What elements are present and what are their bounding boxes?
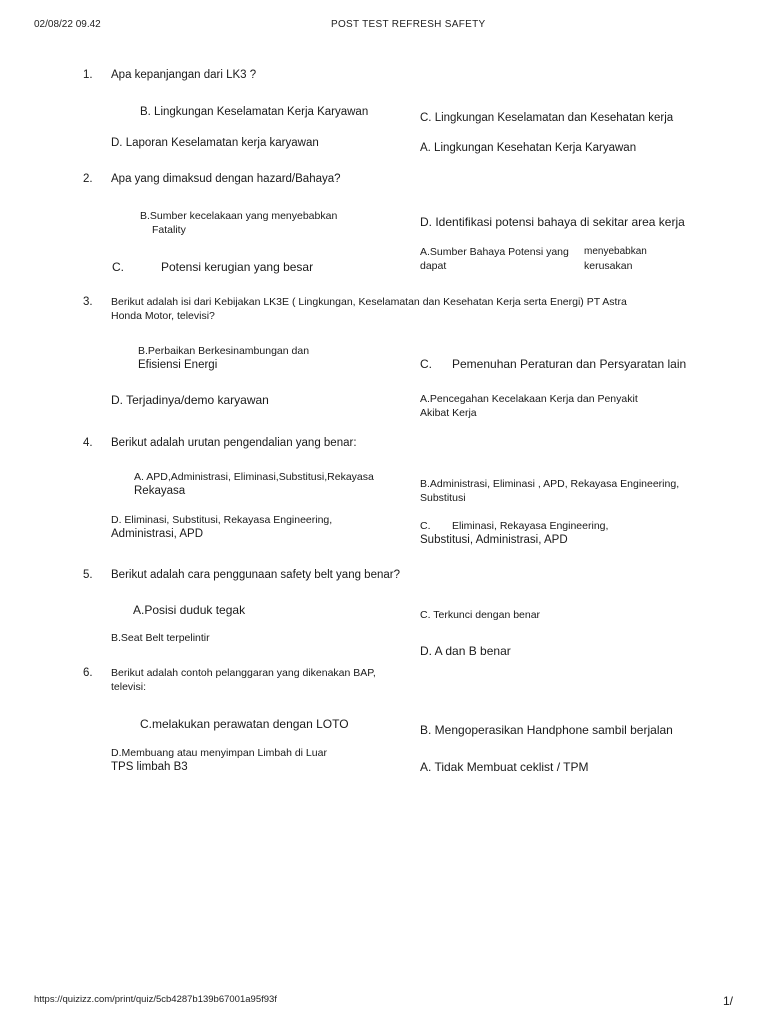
option-a[interactable]	[134, 470, 374, 498]
option-d[interactable]	[111, 746, 327, 774]
option-a-line-4: kerusakan	[584, 260, 633, 272]
option-b-line-1: B.Sumber kecelakaan yang menyebabkan	[140, 210, 338, 222]
option-a[interactable]: A. Lingkungan Kesehatan Kerja Karyawan	[420, 142, 637, 154]
option-d-line-2: Administrasi, APD	[111, 528, 204, 540]
option-d[interactable]	[111, 513, 332, 541]
option-d-line-2: TPS limbah B3	[111, 761, 188, 773]
option-a-line-2: Rekayasa	[134, 485, 186, 497]
question-text: Berikut adalah urutan pengendalian yang benar:	[111, 437, 357, 449]
page-url[interactable]: https://quizizz.com/print/quiz/5cb4287b139b67001a95f93f	[34, 994, 277, 1005]
option-b[interactable]	[138, 344, 309, 372]
option-b[interactable]: B. Mengoperasikan Handphone sambil berjalan	[420, 723, 673, 737]
option-a-line-1: A. APD,Administrasi, Eliminasi,Substitusi,Rekayasa	[134, 471, 374, 483]
question-text	[111, 666, 376, 694]
option-d[interactable]: D. Identifikasi potensi bahaya di sekitar area kerja	[420, 215, 685, 229]
question-text-line-2: Honda Motor, televisi?	[111, 310, 215, 322]
option-a[interactable]: A. Tidak Membuat ceklist / TPM	[420, 760, 589, 774]
option-d-line-1: D. Eliminasi, Substitusi, Rekayasa Engineering,	[111, 514, 333, 526]
option-c-line-2: Substitusi, Administrasi, APD	[420, 534, 568, 546]
option-c-letter[interactable]: C.	[420, 357, 432, 371]
option-a-line-3: menyebabkan	[584, 246, 647, 257]
question-number: 4.	[83, 437, 93, 449]
question-text	[111, 295, 627, 323]
option-c[interactable]: Pemenuhan Peraturan dan Persyaratan lain	[452, 357, 687, 371]
option-c-letter[interactable]: C.	[112, 260, 124, 274]
option-b-line-2: Fatality	[152, 224, 186, 236]
print-datetime: 02/08/22 09.42	[34, 19, 101, 30]
option-b[interactable]: B. Lingkungan Keselamatan Kerja Karyawan	[140, 106, 369, 118]
question-number: 6.	[83, 667, 93, 679]
option-a-line-2: dapat	[420, 260, 447, 272]
option-d[interactable]: D. Terjadinya/demo karyawan	[111, 393, 269, 407]
question-text: Berikut adalah cara penggunaan safety belt yang benar?	[111, 569, 400, 581]
option-d-line-1: D.Membuang atau menyimpan Limbah di Luar	[111, 747, 327, 759]
question-text: Apa yang dimaksud dengan hazard/Bahaya?	[111, 173, 341, 185]
question-number: 1.	[83, 69, 93, 81]
question-text-line-2: televisi:	[111, 681, 147, 693]
option-a-line-1: A.Sumber Bahaya Potensi yang	[420, 246, 569, 258]
option-b-line-2: Efisiensi Energi	[138, 359, 218, 371]
option-a-line-2: Akibat Kerja	[420, 407, 477, 419]
option-b-line-1: B.Perbaikan Berkesinambungan dan	[138, 345, 310, 357]
option-c[interactable]: C.melakukan perawatan dengan LOTO	[140, 717, 349, 731]
option-c[interactable]: C. Terkunci dengan benar	[420, 609, 541, 621]
option-a[interactable]	[420, 392, 638, 420]
option-a[interactable]: A.Posisi duduk tegak	[133, 603, 246, 617]
option-b[interactable]: B.Seat Belt terpelintir	[111, 632, 210, 644]
option-d[interactable]: D. Laporan Keselamatan kerja karyawan	[111, 137, 319, 149]
question-number: 3.	[83, 296, 93, 308]
option-b-line-2: Substitusi	[420, 492, 466, 504]
option-d[interactable]: D. A dan B benar	[420, 644, 511, 658]
option-a-continued	[584, 245, 647, 273]
option-a-line-1: A.Pencegahan Kecelakaan Kerja dan Penyakit	[420, 393, 638, 405]
option-c[interactable]: Potensi kerugian yang besar	[161, 260, 314, 274]
question-number: 5.	[83, 569, 93, 581]
option-c-letter[interactable]: C.	[420, 520, 431, 532]
option-b[interactable]	[420, 477, 679, 505]
option-c[interactable]: C. Lingkungan Keselamatan dan Kesehatan kerja	[420, 112, 674, 124]
option-b[interactable]	[140, 209, 337, 237]
option-b-line-1: B.Administrasi, Eliminasi , APD, Rekayasa Engineering,	[420, 478, 680, 490]
option-c[interactable]: Eliminasi, Rekayasa Engineering,	[452, 520, 609, 532]
question-text: Apa kepanjangan dari LK3 ?	[111, 69, 257, 81]
question-number: 2.	[83, 173, 93, 185]
question-text-line-1: Berikut adalah contoh pelanggaran yang dikenakan BAP,	[111, 667, 376, 679]
question-text-line-1: Berikut adalah isi dari Kebijakan LK3E ( Lingkungan, Keselamatan dan Kesehatan Kerja serta Energi) PT Astra	[111, 296, 627, 308]
page-title: POST TEST REFRESH SAFETY	[331, 19, 486, 30]
option-a[interactable]	[420, 245, 569, 273]
page-number: 1/	[723, 994, 734, 1008]
